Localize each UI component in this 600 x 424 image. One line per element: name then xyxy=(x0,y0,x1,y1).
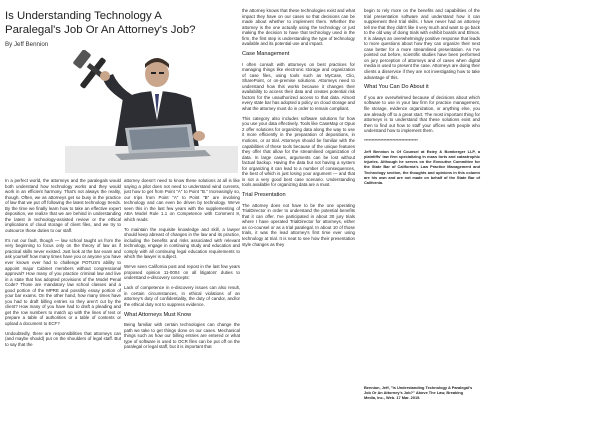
paragraph: If you are overwhelmed because of decisions about which software to use in your law firm for practice management, file storage, evidence organization, or anything else, you are already off to a great start. The most important thing for attorneys is to understand that these solutions exist and then to find out how to staff your offices with people who understand how to implement them. xyxy=(364,94,480,134)
section-heading: Trial Presentation xyxy=(242,192,286,199)
paragraph: Being familiar with certain technologies can change the path we take to get things done on our cases. Mechanical things such as how our billing entries are entered or what type of software is used to OCR files can be put off on the paralegal or legal staff, but it is important that xyxy=(124,322,240,350)
paragraph: the attorney knows that these technologies exist and what impact they have on our cases so that decisions can be made about whether to implement them. Whether the attorney is the one actually using the technology or just making the decision to have that technology used in the firm, the first step is understanding the type of technology available and its potential use and impact. xyxy=(242,8,355,47)
author-bio: Jeff Bennion is Of Counsel at Estey & Bomberger LLP, a plaintiffs' law firm specializing in mass torts and catastrophic injuries. Although he serves on the Executive Committee for the State Bar of California's Law Practice Management and Technology section, the thoughts and opinions in this column are his own and are not made on behalf of the State Bar of California. xyxy=(364,148,480,186)
block-quote: To maintain the requisite knowledge and skill, a lawyer should keep abreast of changes in the law and its practice, including the benefits and risks associated with relevant technology, engage in continuing study and education and comply with all continuing legal education requirements to which the lawyer is subject. xyxy=(124,226,240,260)
section-heading: What Attorneys Must Know xyxy=(124,311,192,318)
block-quote: Lack of competence in e-discovery issues can also result, in certain circumstances, in ethical violations of an attorney's duty of confidentiality, the duty of candor, and/or the ethical duty not to suppress evidence. xyxy=(124,285,240,307)
paragraph: Undoubtedly, there are responsibilities that attorneys can (and maybe should) put on the shoulders of legal staff. But to say that the xyxy=(5,330,121,347)
separator: ************************************ xyxy=(364,138,418,144)
column-4 xyxy=(364,8,480,190)
column-1 xyxy=(5,178,121,352)
paragraph: The attorney does not have to be the one operating TrialDirector in order to understand the potential benefits that it can offer. I've participated in about 30 jury trials where I have operated TrialDirector for attorneys, either as co-counsel or as a trial paralegal. In about 10 of those trials, it was the lead attorney's first time ever using technology at trial. It is neat to see how their presentation style changes as they xyxy=(242,202,355,247)
column-2 xyxy=(124,178,240,354)
paragraph: In a perfect world, the attorneys and the paralegals would both understand how technology works and they would work in an efficient harmony. That's not always the reality, though. Often, we as attorneys get so busy in the practice of law that we put off following the latest technology trends. By the time we finally learn how to take an effective expert deposition, we realize that we are behind in understanding the latest in technology-assisted review or the ethical implications of cloud storage of client files, and we try to outsource those duties to our staff. xyxy=(5,178,121,233)
article-byline: By Jeff Bennion xyxy=(5,41,49,48)
article-title: Is Understanding Technology A Paralegal's Job Or An Attorney's Job? xyxy=(5,10,196,36)
hammer-laptop-illustration xyxy=(5,50,238,173)
paragraph: attorney doesn't need to know these solutions at all is like saying a pilot does not need to understand wind currents, just how to get from Point "A" to Point "B." Increasingly so, our trips from Point "A" to Point "B" are involving technology and can even be driven by technology. We've seen this in the last few years with the supplementing of ABA Model Rule 1.1 on Competence with Comment 8, which reads: xyxy=(124,178,240,222)
paragraph: It's not our fault, though — law school taught us from the very beginning to focus only on the theory of law as if practical skills never existed. Just look at the bar exam and ask yourself how many times have you or anyone you have ever known ever had to challenge POTUS's ability to appoint major Cabinet members without congressional approval? How many of you practice criminal law and live in a state that has adopted provisions of the Model Penal Code? Those are mandatory law school classes and a good portion of the MPRE and possibly essay portion of your bar exams. On the other hand, how many times have you had to draft billing entries so they aren't cut by the client? How many of you have had to draft a pleading and get the row numbers to match up with the lines of text or prepare a table of authorities or a table of contents or upload a document to ECF? xyxy=(5,237,121,326)
section-heading: Case Management xyxy=(242,51,290,58)
paragraph: This category also includes software solutions for how you use your data effectively. Tools like CaseMap or Opus 2 offer solutions for organizing data along the way to use it more efficiently in the preparation of depositions, in motions, or at trial. Attorneys should be familiar with the capabilities of these tools because of the unique features they offer that allow for the streamlined organization of data. In large cases, arguments can be lost without factual backup. Having the data but not having a system for organizing it can lead to a number of consequences, the best of which is just losing your argument — and that is not a very good best case scenario. Understanding tools available for organizing data are a must. xyxy=(242,115,355,188)
citation: Bennion, Jeff, "Is Understanding Technology A Paralegal's Job Or An Attorney's Job?" Above The Law, Breaking Media, Inc., Web. 17 Mar. 2015. xyxy=(364,385,473,400)
paragraph: begin to rely more on the benefits and capabilities of the trial presentation software and understand how it can supplement their trial skills. I have never had an attorney tell me that they didn't like it very much and want to go back to the old way of doing trials with exhibit boards and Elmos. It is always an overwhelmingly positive response that leads to more questions about how they can organize their next case better for a more streamlined presentation. As I've pointed out before, scientific studies have been performed on jury perception of attorneys and of cases when digital media is used to present the case. Attorneys are doing their clients a disservice if they are not investigating how to take advantage of this. xyxy=(364,8,480,80)
paragraph: I often consult with attorneys on best practices for managing things like electronic storage and organization of case files, using tools such as MyCase, Clio, SharePoint, or on-premise solutions. Attorneys need to understand how this works because it changes their availability to access their data and creates potential risk factors for the unauthorized access to that data. Almost every state bar has adopted a policy on cloud storage and what the attorney must do in order to remain compliant. xyxy=(242,61,355,111)
section-heading: What You Can Do About it xyxy=(364,84,429,91)
paragraph: We've seen California post and repost in the last few years proposed opinion 11-0004 on all litigators' duties to understand e-discovery concepts: xyxy=(124,264,240,281)
article-photo xyxy=(5,50,238,173)
column-3 xyxy=(242,8,355,251)
